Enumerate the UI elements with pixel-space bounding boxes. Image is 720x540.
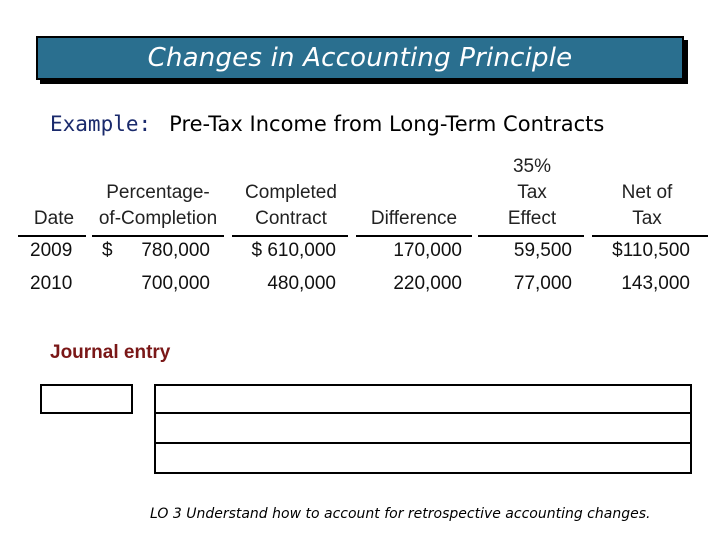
learning-objective-footer: LO 3 Understand how to account for retrospective accounting changes.	[150, 506, 651, 522]
header-rule-date	[18, 235, 86, 237]
journal-date-box	[40, 384, 133, 414]
header-percentage-of-completion: Percentage- of-Completion	[98, 182, 218, 229]
cell-date: 2010	[30, 273, 73, 294]
cell-diff: 170,000	[393, 240, 462, 261]
header-rule-tax	[478, 235, 584, 237]
journal-entry-label: Journal entry	[50, 342, 171, 363]
cell-tax: 59,500	[513, 240, 572, 261]
example-label: Example:	[50, 112, 152, 136]
journal-line-1	[154, 384, 692, 414]
example-line	[50, 112, 604, 136]
cell-poc-sign: $	[102, 240, 113, 261]
cell-net: 143,000	[621, 273, 690, 294]
cell-tax: 77,000	[513, 273, 572, 294]
cell-cc: $ 610,000	[251, 240, 336, 261]
cell-diff: 220,000	[393, 273, 462, 294]
header-net-of-tax: Net of Tax	[621, 182, 673, 229]
journal-line-3	[154, 442, 692, 474]
cell-net: $110,500	[612, 240, 690, 261]
header-date: Date	[33, 208, 75, 229]
slide-title-box	[36, 36, 684, 80]
cell-poc: 780,000	[141, 240, 210, 261]
journal-line-2	[154, 412, 692, 444]
slide-title: Changes in Accounting Principle	[147, 43, 573, 73]
cell-cc: 480,000	[267, 273, 336, 294]
header-tax-effect: 35% Tax Effect	[507, 156, 557, 229]
header-rule-diff	[356, 235, 472, 237]
header-rule-cc	[232, 235, 348, 237]
example-text: Pre-Tax Income from Long-Term Contracts	[169, 112, 605, 136]
cell-poc: 700,000	[141, 273, 210, 294]
header-rule-net	[592, 235, 708, 237]
header-difference: Difference	[370, 208, 458, 229]
header-completed-contract: Completed Contract	[245, 182, 337, 229]
header-rule-poc	[92, 235, 224, 237]
cell-date: 2009	[30, 240, 73, 261]
